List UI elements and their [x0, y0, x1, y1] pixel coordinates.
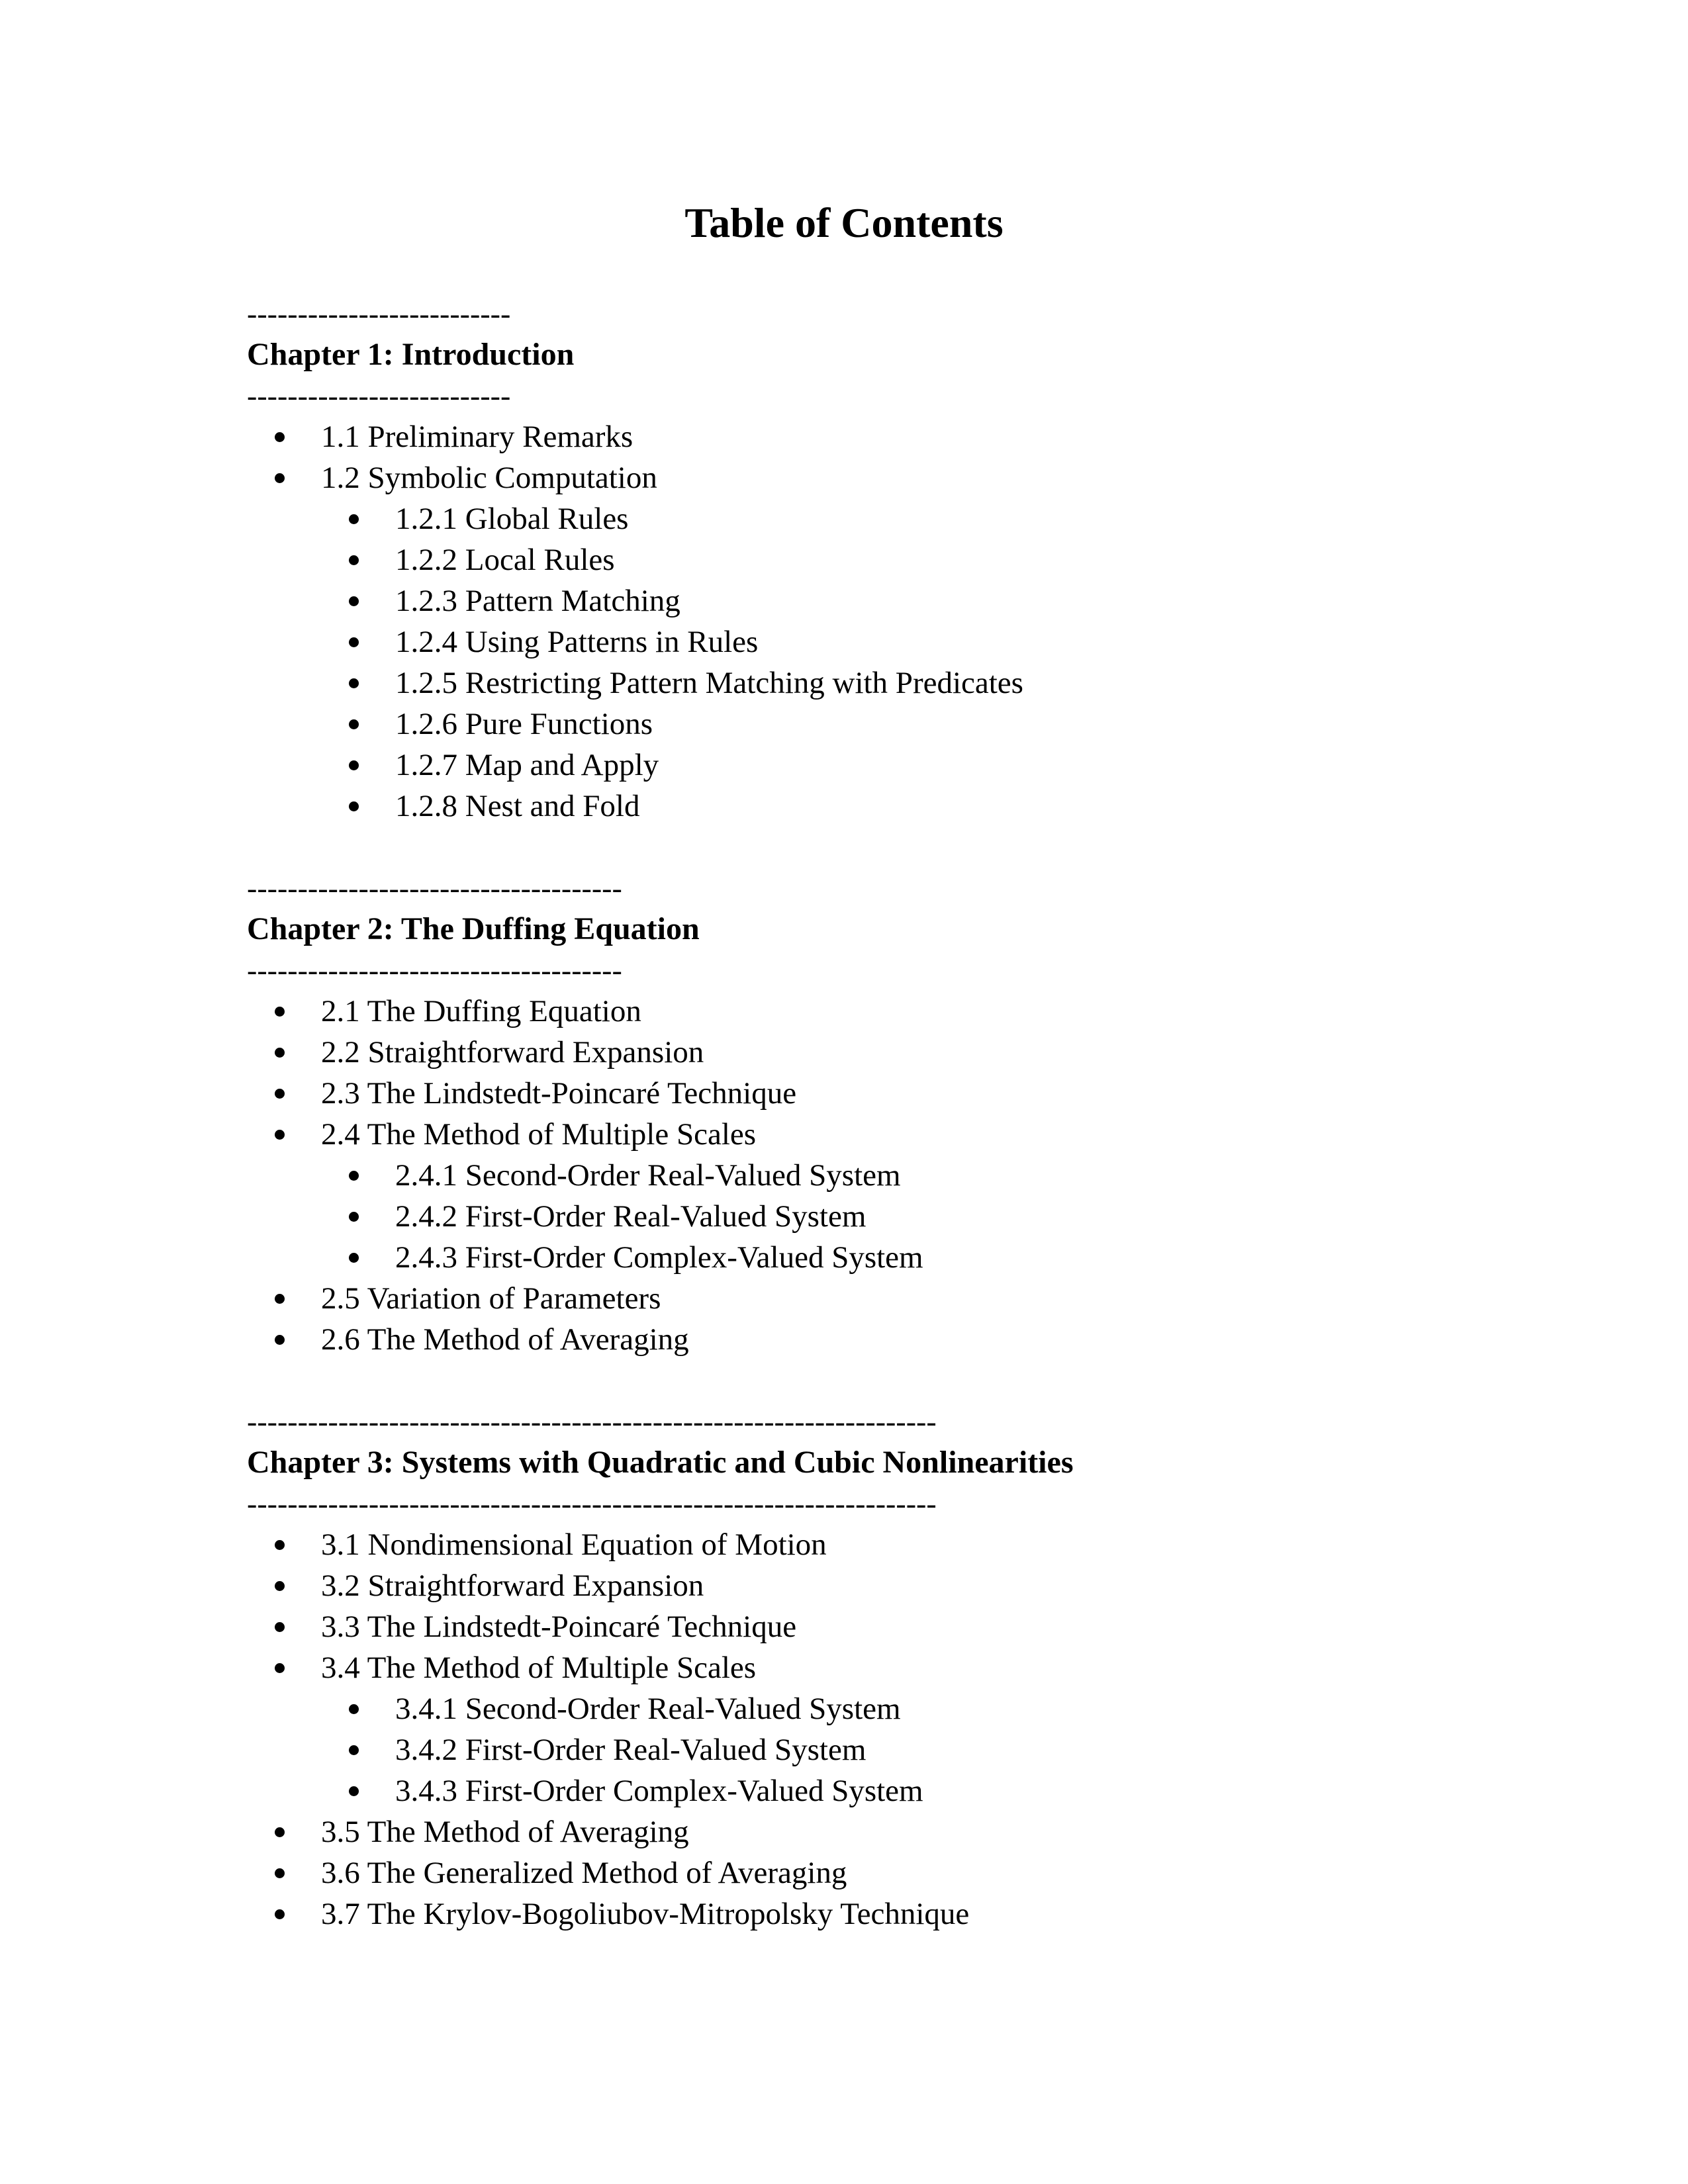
bullet-icon: [349, 1253, 359, 1263]
section-item: [247, 1278, 1505, 1319]
chapter-rule-top: --------------------------------------------------------------------: [247, 1404, 937, 1438]
chapter-block: [247, 1401, 1505, 1934]
subsection-label: 2.4.1 Second-Order Real-Valued System: [395, 1158, 901, 1193]
bullet-icon: [275, 1540, 285, 1550]
bullet-icon: [275, 1663, 285, 1673]
section-label: 3.6 The Generalized Method of Averaging: [321, 1856, 847, 1890]
bullet-icon: [349, 514, 359, 524]
section-item: [247, 416, 1505, 457]
subsection-label: 1.2.1 Global Rules: [395, 502, 629, 536]
bullet-icon: [275, 1335, 285, 1345]
bullet-icon: [275, 1007, 285, 1017]
bullet-icon: [349, 1212, 359, 1222]
bullet-icon: [349, 1786, 359, 1796]
section-label: 1.2 Symbolic Computation: [321, 461, 657, 495]
chapter-heading: Chapter 1: Introduction: [247, 337, 575, 372]
section-item: [247, 1032, 1505, 1073]
chapter-rule-bottom: -------------------------------------: [247, 953, 622, 987]
subsection-label: 1.2.6 Pure Functions: [395, 707, 653, 741]
bullet-icon: [349, 637, 359, 647]
bullet-icon: [275, 1581, 285, 1591]
subsection-label: 1.2.7 Map and Apply: [395, 748, 659, 782]
chapter-rule-bottom: --------------------------------------------------------------------: [247, 1486, 937, 1520]
bullet-icon: [349, 801, 359, 811]
chapter-block: [247, 293, 1505, 827]
chapter-rule-top: -------------------------------------: [247, 871, 622, 905]
bullet-icon: [349, 555, 359, 565]
subsection-item: [321, 498, 1505, 539]
subsection-label: 3.4.3 First-Order Complex-Valued System: [395, 1774, 923, 1808]
subsection-item: [321, 745, 1505, 786]
subsection-item: [321, 539, 1505, 580]
bullet-icon: [275, 1622, 285, 1632]
bullet-icon: [275, 432, 285, 442]
section-item: [247, 457, 1505, 827]
subsection-item: [321, 580, 1505, 621]
section-label: 2.1 The Duffing Equation: [321, 994, 641, 1028]
bullet-icon: [349, 760, 359, 770]
subsection-item: [321, 704, 1505, 745]
subsection-label: 2.4.2 First-Order Real-Valued System: [395, 1199, 867, 1234]
bullet-icon: [275, 1868, 285, 1878]
subsection-item: [321, 662, 1505, 704]
bullet-icon: [275, 1048, 285, 1058]
section-item: [247, 1647, 1505, 1811]
bullet-icon: [349, 678, 359, 688]
bullet-icon: [275, 1089, 285, 1099]
section-list: [247, 1524, 1505, 1934]
page-title: Table of Contents: [684, 199, 1004, 246]
bullet-icon: [275, 473, 285, 483]
section-item: [247, 1524, 1505, 1565]
subsection-label: 1.2.3 Pattern Matching: [395, 584, 680, 618]
bullet-icon: [275, 1827, 285, 1837]
bullet-icon: [349, 1745, 359, 1755]
section-list: [247, 416, 1505, 827]
section-item: [247, 1319, 1505, 1360]
chapter-block: [247, 868, 1505, 1360]
subsection-item: [321, 786, 1505, 827]
subsection-item: [321, 1729, 1505, 1770]
subsection-list: [321, 1688, 1505, 1811]
section-item: [247, 1073, 1505, 1114]
bullet-icon: [349, 719, 359, 729]
subsection-item: [321, 1688, 1505, 1729]
section-label: 3.5 The Method of Averaging: [321, 1815, 689, 1849]
chapter-rule-top: --------------------------: [247, 296, 511, 330]
subsection-label: 1.2.4 Using Patterns in Rules: [395, 625, 759, 659]
section-item: [247, 1893, 1505, 1934]
section-item: [247, 1114, 1505, 1278]
bullet-icon: [349, 1704, 359, 1714]
section-label: 3.7 The Krylov-Bogoliubov-Mitropolsky Technique: [321, 1897, 970, 1931]
subsection-item: [321, 1155, 1505, 1196]
bullet-icon: [275, 1909, 285, 1919]
bullet-icon: [275, 1294, 285, 1304]
subsection-list: [321, 1155, 1505, 1278]
section-list: [247, 991, 1505, 1360]
bullet-icon: [349, 596, 359, 606]
subsection-item: [321, 1770, 1505, 1811]
section-label: 2.4 The Method of Multiple Scales: [321, 1117, 757, 1152]
chapter-rule-bottom: --------------------------: [247, 379, 511, 412]
section-label: 3.1 Nondimensional Equation of Motion: [321, 1527, 827, 1562]
section-label: 2.6 The Method of Averaging: [321, 1322, 689, 1357]
subsection-label: 2.4.3 First-Order Complex-Valued System: [395, 1240, 923, 1275]
subsection-label: 3.4.1 Second-Order Real-Valued System: [395, 1692, 901, 1726]
section-label: 2.2 Straightforward Expansion: [321, 1035, 704, 1069]
section-item: [247, 1852, 1505, 1893]
section-label: 2.3 The Lindstedt-Poincaré Technique: [321, 1076, 797, 1111]
section-item: [247, 1606, 1505, 1647]
subsection-item: [321, 1237, 1505, 1278]
subsection-label: 1.2.5 Restricting Pattern Matching with Predicates: [395, 666, 1023, 700]
section-label: 3.4 The Method of Multiple Scales: [321, 1651, 757, 1685]
chapter-heading: Chapter 2: The Duffing Equation: [247, 911, 700, 946]
section-item: [247, 1565, 1505, 1606]
section-label: 2.5 Variation of Parameters: [321, 1281, 661, 1316]
subsection-item: [321, 621, 1505, 662]
bullet-icon: [275, 1130, 285, 1140]
subsection-label: 3.4.2 First-Order Real-Valued System: [395, 1733, 867, 1767]
subsection-item: [321, 1196, 1505, 1237]
section-item: [247, 1811, 1505, 1852]
subsection-label: 1.2.8 Nest and Fold: [395, 789, 640, 823]
subsection-label: 1.2.2 Local Rules: [395, 543, 615, 577]
chapter-heading: Chapter 3: Systems with Quadratic and Cubic Nonlinearities: [247, 1445, 1074, 1480]
section-label: 3.3 The Lindstedt-Poincaré Technique: [321, 1610, 797, 1644]
table-of-contents: [247, 293, 1505, 1934]
section-item: [247, 991, 1505, 1032]
section-label: 3.2 Straightforward Expansion: [321, 1569, 704, 1603]
section-label: 1.1 Preliminary Remarks: [321, 420, 633, 454]
subsection-list: [321, 498, 1505, 827]
bullet-icon: [349, 1171, 359, 1181]
